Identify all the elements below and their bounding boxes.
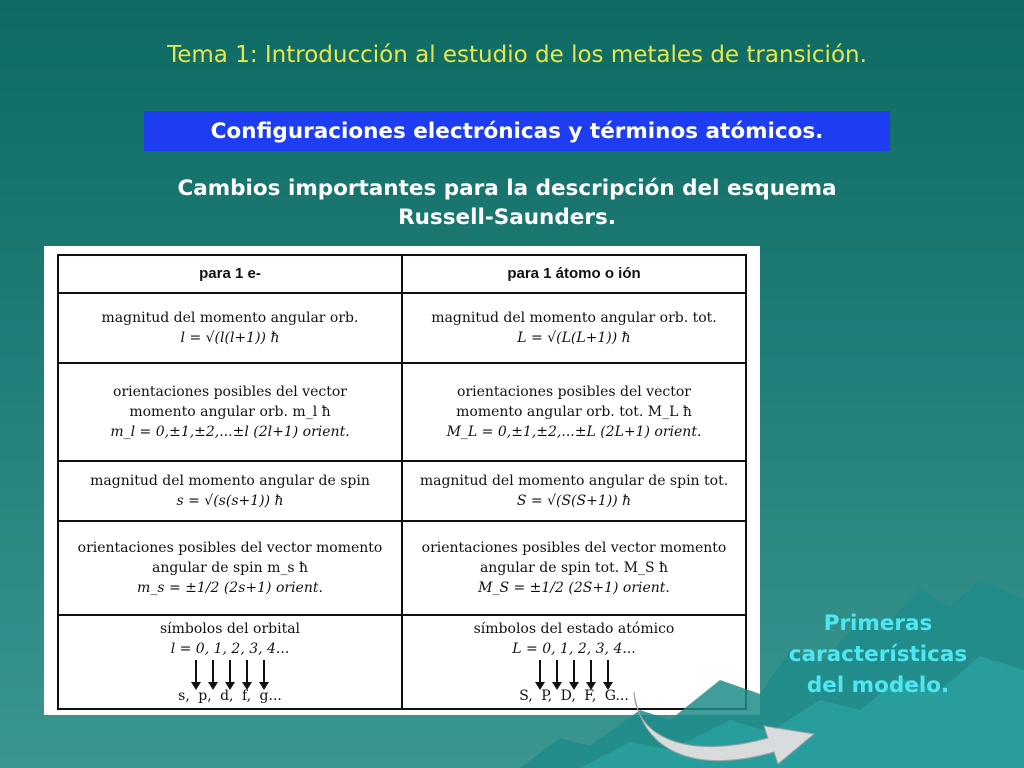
down-arrow-icon bbox=[229, 660, 231, 686]
cell-formula: S = √(S(S+1)) ħ bbox=[516, 493, 632, 509]
table-cell bbox=[58, 461, 402, 521]
table-cell bbox=[402, 461, 746, 521]
cell-text: momento angular orb. m_l ħ bbox=[129, 404, 331, 420]
subtitle-line-2: Russell-Saunders. bbox=[398, 205, 616, 230]
down-arrow-icon bbox=[246, 660, 248, 686]
cell-text: orientaciones posibles del vector momento bbox=[421, 540, 727, 556]
curved-arrow-icon bbox=[628, 690, 818, 768]
cell-formula: l = √(l(l+1)) ħ bbox=[180, 330, 280, 346]
cell-formula: l = 0, 1, 2, 3, 4... bbox=[170, 640, 290, 657]
header-atom-ion: para 1 átomo o ión bbox=[402, 255, 746, 293]
table-cell bbox=[58, 521, 402, 615]
down-arrow-icon bbox=[195, 660, 197, 686]
caption-line-1: Primeras bbox=[823, 611, 933, 636]
cell-text: magnitud del momento angular orb. tot. bbox=[431, 310, 717, 326]
caption-line-2: características bbox=[788, 642, 968, 667]
cell-formula: L = √(L(L+1)) ħ bbox=[517, 330, 631, 346]
cell-formula: s = √(s(s+1)) ħ bbox=[176, 493, 284, 509]
state-letters: S, P, D, F, G... bbox=[519, 687, 629, 704]
table-row bbox=[58, 363, 746, 461]
table-cell bbox=[402, 293, 746, 363]
cell-text: magnitud del momento angular de spin tot. bbox=[419, 473, 729, 489]
table-header-row bbox=[58, 255, 746, 293]
cell-text: angular de spin m_s ħ bbox=[151, 560, 309, 576]
cell-text: orientaciones posibles del vector bbox=[457, 384, 691, 400]
cell-text: momento angular orb. tot. M_L ħ bbox=[456, 404, 692, 420]
cell-text: orientaciones posibles del vector momento bbox=[77, 540, 383, 556]
table-cell bbox=[58, 293, 402, 363]
model-caption bbox=[760, 608, 996, 701]
cell-formula: L = 0, 1, 2, 3, 4... bbox=[512, 640, 636, 657]
table-row bbox=[58, 461, 746, 521]
table-cell bbox=[402, 363, 746, 461]
slide-title: Tema 1: Introducción al estudio de los metales de transición. bbox=[167, 42, 867, 68]
cell-formula: m_l = 0,±1,±2,...±l (2l+1) orient. bbox=[110, 424, 350, 440]
table-cell bbox=[58, 363, 402, 461]
header-one-electron: para 1 e- bbox=[58, 255, 402, 293]
orbital-letters: s, p, d, f, g... bbox=[178, 687, 282, 704]
cell-text: magnitud del momento angular de spin bbox=[90, 473, 370, 489]
cell-text: angular de spin tot. M_S ħ bbox=[479, 560, 669, 576]
cell-formula: m_s = ±1/2 (2s+1) orient. bbox=[137, 580, 323, 596]
caption-line-3: del modelo. bbox=[806, 673, 950, 698]
table-cell bbox=[58, 615, 402, 709]
cell-formula: M_L = 0,±1,±2,...±L (2L+1) orient. bbox=[446, 424, 702, 440]
cell-text: símbolos del estado atómico bbox=[473, 620, 675, 637]
down-arrow-icon bbox=[212, 660, 214, 686]
down-arrow-icon bbox=[263, 660, 265, 686]
cell-text: magnitud del momento angular orb. bbox=[101, 310, 359, 326]
subtitle-line-1: Cambios importantes para la descripción del esquema bbox=[177, 176, 837, 201]
subtitle bbox=[90, 174, 924, 232]
arrow-row bbox=[63, 660, 397, 686]
cell-text: orientaciones posibles del vector bbox=[113, 384, 347, 400]
table-row bbox=[58, 293, 746, 363]
cell-formula: M_S = ±1/2 (2S+1) orient. bbox=[478, 580, 670, 596]
section-banner: Configuraciones electrónicas y términos atómicos. bbox=[144, 111, 890, 151]
cell-text: símbolos del orbital bbox=[159, 620, 301, 637]
